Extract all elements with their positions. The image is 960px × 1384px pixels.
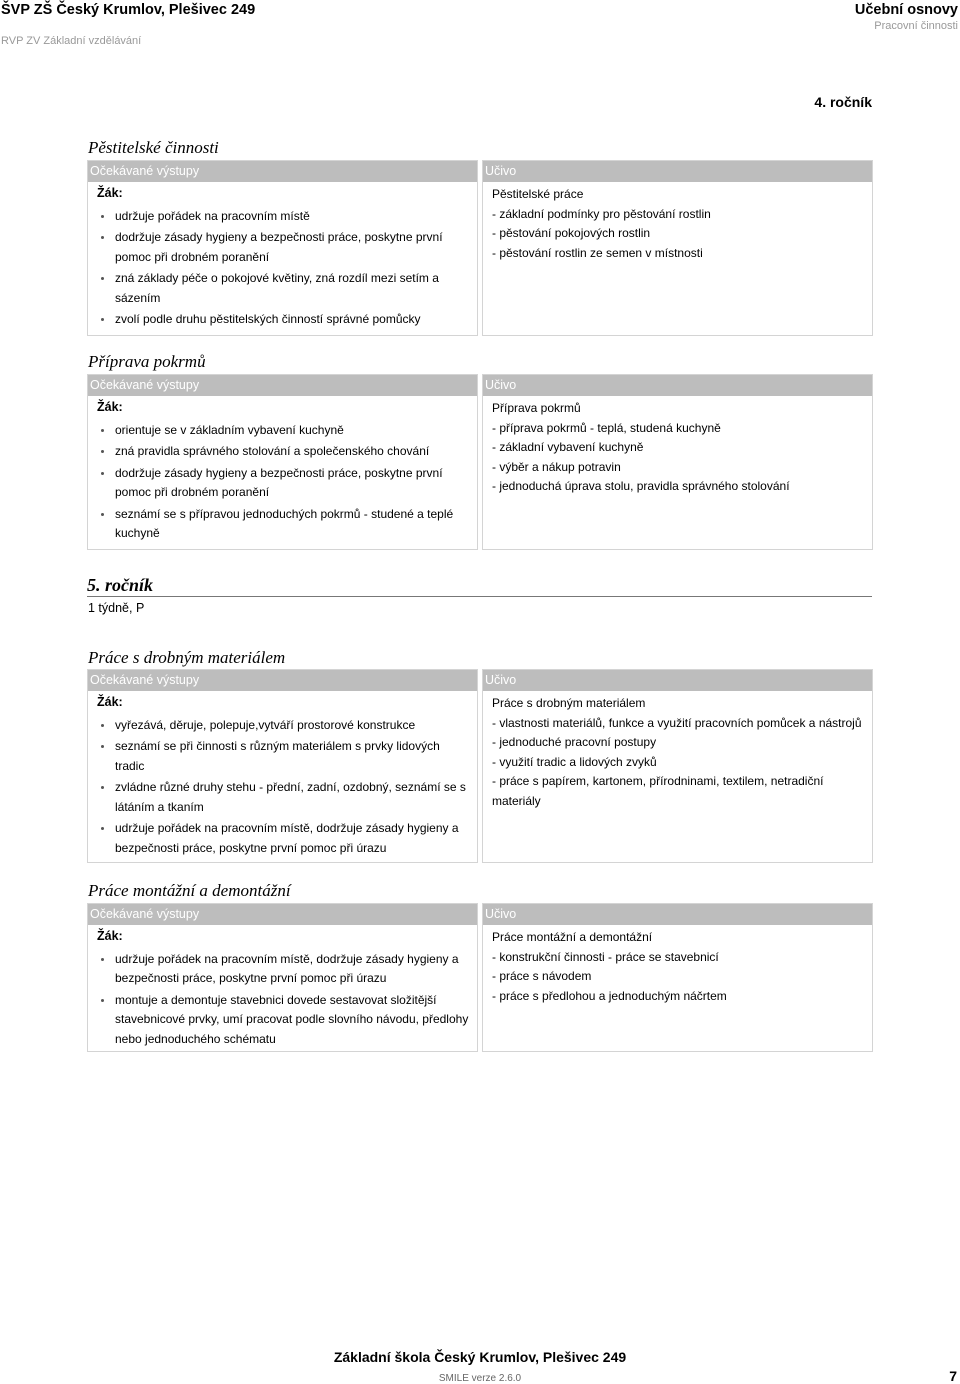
- curriculum-title: Práce s drobným materiálem: [492, 696, 646, 710]
- curriculum-title: Pěstitelské práce: [492, 187, 584, 201]
- footer-school: Základní škola Český Krumlov, Plešivec 249: [333, 1349, 627, 1365]
- student-label: Žák:: [97, 695, 123, 709]
- list-item: seznámí se při činnosti s různým materiálem s prvky lidových tradic: [97, 737, 472, 776]
- curriculum-item: - příprava pokrmů - teplá, studená kuchyně: [492, 420, 721, 435]
- subject-name: Pracovní činnosti: [874, 20, 958, 32]
- curriculum-panel: [482, 669, 873, 863]
- curriculum-item: - vlastnosti materiálů, funkce a využití pracovních pomůcek a nástrojů: [492, 715, 862, 730]
- list-item: dodržuje zásady hygieny a bezpečnosti práce, poskytne první pomoc při drobném poranění: [97, 228, 472, 267]
- curriculum-item: - základní vybavení kuchyně: [492, 440, 644, 454]
- list-item: vyřezává, děruje, polepuje,vytváří prostorové konstrukce: [97, 716, 472, 736]
- outcomes-header: Očekávané výstupy: [88, 161, 477, 182]
- section-title: Pěstitelské činnosti: [88, 138, 219, 157]
- grade-5-heading: 5. ročník: [87, 575, 872, 597]
- section-title: Práce montážní a demontážní: [88, 881, 291, 900]
- list-item: zná pravidla správného stolování a společenského chování: [97, 442, 472, 462]
- curriculum-item: - pěstování pokojových rostlin: [492, 226, 651, 240]
- framework-label: RVP ZV Základní vzdělávání: [1, 35, 142, 47]
- section-grid: [87, 669, 873, 863]
- school-title: ŠVP ZŠ Český Krumlov, Plešivec 249: [1, 2, 256, 18]
- document-type: Učební osnovy: [854, 2, 958, 18]
- student-label: Žák:: [97, 929, 123, 943]
- outcomes-panel: [87, 903, 478, 1052]
- list-item: zná základy péče o pokojové květiny, zná rozdíl mezi setím a sázením: [97, 269, 472, 308]
- list-item: orientuje se v základním vybavení kuchyně: [97, 421, 472, 441]
- footer-version: SMILE verze 2.6.0: [438, 1373, 522, 1384]
- curriculum-item: - jednoduchá úprava stolu, pravidla správného stolování: [492, 479, 790, 493]
- section-grid: [87, 903, 873, 1052]
- list-item: zvolí podle druhu pěstitelských činností správné pomůcky: [97, 310, 472, 330]
- section-title: Práce s drobným materiálem: [88, 648, 286, 667]
- outcomes-header: Očekávané výstupy: [88, 670, 477, 691]
- curriculum-title: Práce montážní a demontážní: [492, 930, 653, 944]
- curriculum-panel: [482, 903, 873, 1052]
- list-item: udržuje pořádek na pracovním místě: [97, 207, 472, 227]
- outcomes-panel: [87, 669, 478, 863]
- list-item: seznámí se s přípravou jednoduchých pokrmů - studené a teplé kuchyně: [97, 505, 472, 544]
- curriculum-header: Učivo: [483, 670, 872, 691]
- student-label: Žák:: [97, 186, 123, 200]
- outcomes-list: [97, 421, 472, 544]
- section-title: Příprava pokrmů: [88, 352, 206, 371]
- outcomes-panel: [87, 374, 478, 550]
- curriculum-header: Učivo: [483, 161, 872, 182]
- curriculum-panel: [482, 374, 873, 550]
- curriculum-item: - práce s papírem, kartonem, přírodninami, textilem, netradiční materiály: [492, 774, 824, 808]
- curriculum-item: - výběr a nákup potravin: [492, 459, 621, 474]
- outcomes-panel: [87, 160, 478, 336]
- outcomes-header: Očekávané výstupy: [88, 375, 477, 396]
- curriculum-item: - základní podmínky pro pěstování rostlin: [492, 206, 711, 221]
- curriculum-item: - konstrukční činnosti - práce se stavebnicí: [492, 949, 719, 964]
- section-grid: [87, 374, 873, 550]
- curriculum-item: - využití tradic a lidových zvyků: [492, 754, 657, 769]
- curriculum-panel: [482, 160, 873, 336]
- outcomes-list: [97, 716, 472, 859]
- curriculum-item: - jednoduché pracovní postupy: [492, 735, 657, 749]
- curriculum-item: - práce s návodem: [492, 969, 592, 983]
- list-item: montuje a demontuje stavebnici dovede sestavovat složitější stavebnicové prvky, umí pracovat podle slovního návodu, předlohy nebo jednoduchého schématu: [97, 991, 472, 1050]
- curriculum-item: - práce s předlohou a jednoduchým náčrtem: [492, 988, 727, 1003]
- curriculum-header: Učivo: [483, 375, 872, 396]
- outcomes-header: Očekávané výstupy: [88, 904, 477, 925]
- weekly-hours: 1 týdně, P: [88, 601, 145, 615]
- page-number: 7: [949, 1368, 957, 1384]
- list-item: dodržuje zásady hygieny a bezpečnosti práce, poskytne první pomoc při drobném poranění: [97, 464, 472, 503]
- outcomes-list: [97, 950, 472, 1050]
- list-item: udržuje pořádek na pracovním místě, dodržuje zásady hygieny a bezpečnosti práce, poskytne první pomoc při úrazu: [97, 819, 472, 858]
- grade-4-label: 4. ročník: [814, 94, 872, 110]
- list-item: udržuje pořádek na pracovním místě, dodržuje zásady hygieny a bezpečnosti práce, poskytne první pomoc při úrazu: [97, 950, 472, 989]
- student-label: Žák:: [97, 400, 123, 414]
- list-item: zvládne různé druhy stehu - přední, zadní, ozdobný, seznámí se s látáním a tkaním: [97, 778, 472, 817]
- curriculum-item: - pěstování rostlin ze semen v místnosti: [492, 245, 703, 260]
- section-grid: [87, 160, 873, 336]
- curriculum-title: Příprava pokrmů: [492, 401, 581, 415]
- outcomes-list: [97, 207, 472, 330]
- curriculum-header: Učivo: [483, 904, 872, 925]
